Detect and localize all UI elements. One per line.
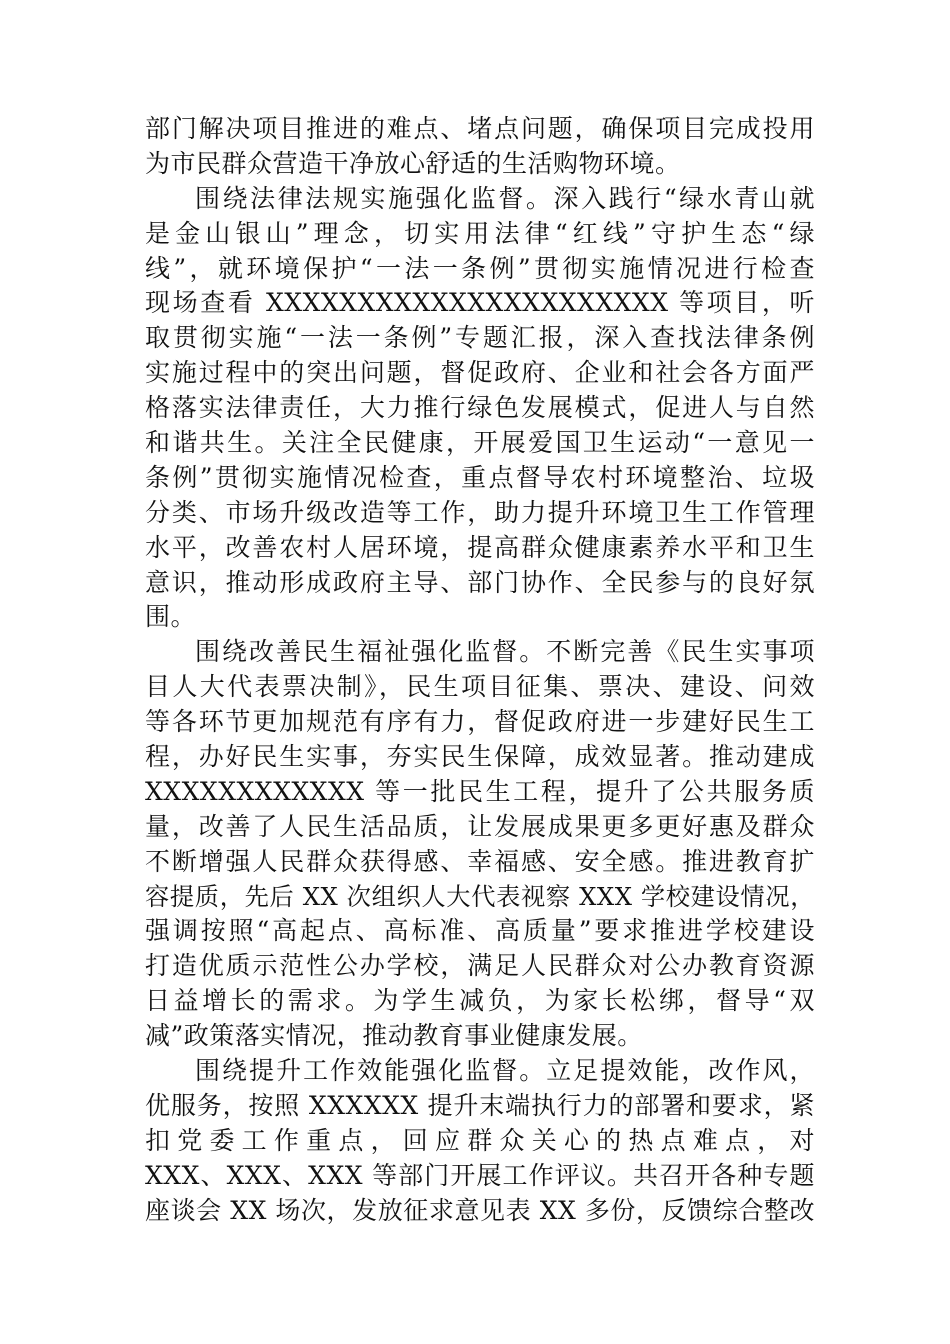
- paragraph-line: 打造优质示范性公办学校，满足人民群众对公办教育资源: [145, 951, 815, 981]
- paragraph-line: 量，改善了人民生活品质，让发展成果更多更好惠及群众: [145, 811, 815, 841]
- paragraph-line: 程，办好民生实事，夯实民生保障，成效显著。推动建成: [145, 742, 815, 772]
- paragraph-line: 条例”贯彻实施情况检查，重点督导农村环境整治、垃圾: [145, 462, 815, 492]
- paragraph-line: 和谐共生。关注全民健康，开展爱国卫生运动“一意见一: [145, 428, 815, 458]
- paragraph-line: 扣党委工作重点，回应群众关心的热点难点，对: [145, 1125, 815, 1155]
- paragraph-line: 意识，推动形成政府主导、部门协作、全民参与的良好氛: [145, 567, 815, 597]
- paragraph-line: 日益增长的需求。为学生减负，为家长松绑，督导“双: [145, 986, 815, 1016]
- paragraph-line: 等各环节更加规范有序有力，督促政府进一步建好民生工: [145, 707, 815, 737]
- paragraph-line: 现场查看 XXXXXXXXXXXXXXXXXXXXXX 等项目，听: [145, 288, 815, 318]
- paragraph-line: XXXXXXXXXXXX 等一批民生工程，提升了公共服务质: [145, 776, 815, 806]
- paragraph-line: 是金山银山”理念，切实用法律“红线”守护生态“绿: [145, 218, 815, 248]
- paragraph-line: 实施过程中的突出问题，督促政府、企业和社会各方面严: [145, 358, 815, 388]
- paragraph-line: 部门解决项目推进的难点、堵点问题，确保项目完成投用: [145, 114, 815, 143]
- paragraph-line: 优服务，按照 XXXXXX 提升末端执行力的部署和要求，紧: [145, 1090, 815, 1120]
- paragraph-line: 座谈会 XX 场次，发放征求意见表 XX 多份，反馈综合整改: [145, 1195, 815, 1225]
- paragraph-line: 水平，改善农村人居环境，提高群众健康素养水平和卫生: [145, 532, 815, 562]
- paragraph-line: 分类、市场升级改造等工作，助力提升环境卫生工作管理: [145, 497, 815, 527]
- paragraph-first-line: 围绕法律法规实施强化监督。深入践行“绿水青山就: [195, 183, 815, 213]
- paragraph-line: 线”，就环境保护“一法一条例”贯彻实施情况进行检查: [145, 253, 815, 283]
- paragraph-line: 容提质，先后 XX 次组织人大代表视察 XXX 学校建设情况，: [145, 881, 815, 911]
- paragraph-first-line: 围绕改善民生福祉强化监督。不断完善《民生实事项: [195, 637, 815, 667]
- paragraph-line: 为市民群众营造干净放心舒适的生活购物环境。: [145, 148, 681, 178]
- document-body: [145, 112, 815, 1229]
- paragraph-line: 目人大代表票决制》，民生项目征集、票决、建设、问效: [145, 672, 815, 702]
- paragraph-line: 不断增强人民群众获得感、幸福感、安全感。推进教育扩: [145, 846, 815, 876]
- paragraph-line: 取贯彻实施“一法一条例”专题汇报，深入查找法律条例: [145, 323, 815, 353]
- paragraph-first-line: 围绕提升工作效能强化监督。立足提效能，改作风，: [195, 1056, 815, 1086]
- paragraph-line: 强调按照“高起点、高标准、高质量”要求推进学校建设: [145, 916, 815, 946]
- paragraph-line: 减”政策落实情况，推动教育事业健康发展。: [145, 1021, 643, 1051]
- paragraph-line: XXX、XXX、XXX 等部门开展工作评议。共召开各种专题: [145, 1160, 815, 1190]
- paragraph-line: 围。: [145, 602, 197, 632]
- paragraph-line: 格落实法律责任，大力推行绿色发展模式，促进人与自然: [145, 393, 815, 423]
